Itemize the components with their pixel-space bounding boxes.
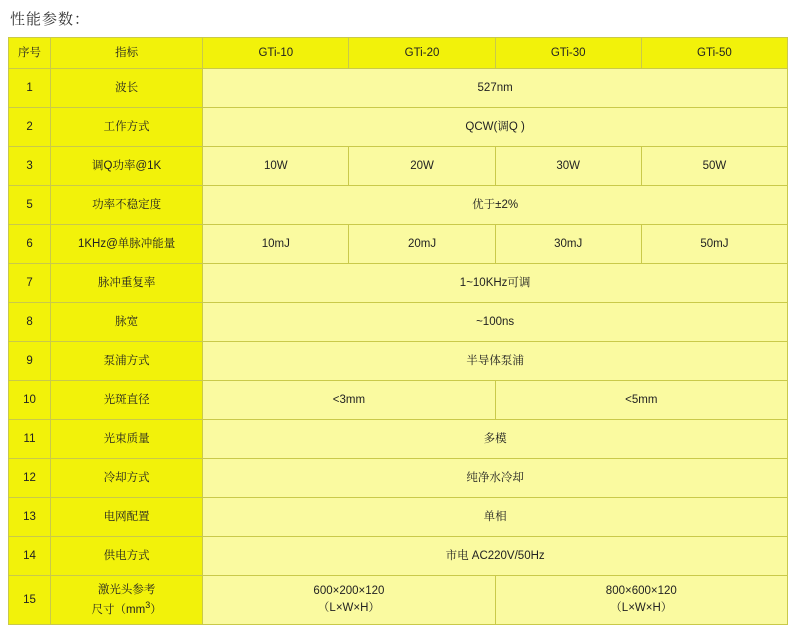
row-number: 3 <box>9 147 51 186</box>
specifications-table <box>8 37 788 625</box>
row-item-label: 光斑直径 <box>51 381 203 420</box>
header-cell-gti20: GTi-20 <box>349 38 495 69</box>
row-value-cell: 1~10KHz可调 <box>203 264 788 303</box>
header-cell-item: 指标 <box>51 38 203 69</box>
row-value-cell: 20W <box>349 147 495 186</box>
table-row <box>9 381 788 420</box>
row-number: 10 <box>9 381 51 420</box>
header-cell-gti50: GTi-50 <box>641 38 787 69</box>
row-item-label: 调Q功率@1K <box>51 147 203 186</box>
row-value-cell: 30mJ <box>495 225 641 264</box>
table-row <box>9 303 788 342</box>
row-value-cell: 优于±2% <box>203 186 788 225</box>
table-row <box>9 264 788 303</box>
row-item-label: 冷却方式 <box>51 459 203 498</box>
row-value-cell: ~100ns <box>203 303 788 342</box>
row-item-label-line2 <box>51 599 202 619</box>
row-item-label: 电网配置 <box>51 498 203 537</box>
table-row <box>9 147 788 186</box>
row-value-cell: <5mm <box>495 381 787 420</box>
row-number: 8 <box>9 303 51 342</box>
row-value-cell: 纯净水冷却 <box>203 459 788 498</box>
row-value-cell: <3mm <box>203 381 495 420</box>
page-title: 性能参数： <box>10 11 91 28</box>
table-header <box>9 38 788 69</box>
row-value-line1: 600×200×120 <box>313 585 385 598</box>
row-number: 14 <box>9 537 51 576</box>
row-item-label-line2-pre: 尺寸（mm <box>91 603 146 616</box>
row-item-label: 泵浦方式 <box>51 342 203 381</box>
row-value-cell: 30W <box>495 147 641 186</box>
table-row <box>9 537 788 576</box>
row-number: 5 <box>9 186 51 225</box>
row-item-label-line2-sup: 3 <box>145 599 151 610</box>
table-row <box>9 498 788 537</box>
row-item-label: 波长 <box>51 69 203 108</box>
row-value-cell: 527nm <box>203 69 788 108</box>
row-item-label: 工作方式 <box>51 108 203 147</box>
row-number: 1 <box>9 69 51 108</box>
row-value-line2: （L×W×H） <box>317 602 380 614</box>
row-value-cell: 20mJ <box>349 225 495 264</box>
row-value-line2: （L×W×H） <box>610 602 673 614</box>
row-number: 2 <box>9 108 51 147</box>
table-row <box>9 576 788 625</box>
row-value-cell: 50mJ <box>641 225 787 264</box>
row-number: 15 <box>9 576 51 625</box>
row-value-cell: 半导体泵浦 <box>203 342 788 381</box>
row-item-label: 功率不稳定度 <box>51 186 203 225</box>
table-body <box>9 69 788 625</box>
row-item-label: 供电方式 <box>51 537 203 576</box>
table-row <box>9 459 788 498</box>
row-item-label-line2-post: ） <box>150 603 162 616</box>
row-value-cell: 10mJ <box>203 225 349 264</box>
table-row <box>9 186 788 225</box>
table-row <box>9 420 788 459</box>
table-row <box>9 108 788 147</box>
row-item-label: 脉冲重复率 <box>51 264 203 303</box>
row-item-label: 脉宽 <box>51 303 203 342</box>
row-item-label: 1KHz@单脉冲能量 <box>51 225 203 264</box>
header-cell-gti30: GTi-30 <box>495 38 641 69</box>
header-cell-gti10: GTi-10 <box>203 38 349 69</box>
row-value-cell: 单相 <box>203 498 788 537</box>
table-row <box>9 342 788 381</box>
row-item-label <box>51 576 203 625</box>
row-number: 9 <box>9 342 51 381</box>
row-value-cell <box>495 576 787 625</box>
row-value-cell: QCW(调Q ) <box>203 108 788 147</box>
row-number: 6 <box>9 225 51 264</box>
table-row <box>9 225 788 264</box>
row-number: 7 <box>9 264 51 303</box>
row-value-cell: 多模 <box>203 420 788 459</box>
row-number: 12 <box>9 459 51 498</box>
row-value-cell: 50W <box>641 147 787 186</box>
row-item-label-line1: 激光头参考 <box>97 583 156 596</box>
row-number: 13 <box>9 498 51 537</box>
table-header-row <box>9 38 788 69</box>
table-row <box>9 69 788 108</box>
header-cell-no: 序号 <box>9 38 51 69</box>
row-value-line1: 800×600×120 <box>605 585 677 598</box>
row-number: 11 <box>9 420 51 459</box>
row-value-cell <box>203 576 495 625</box>
row-item-label: 光束质量 <box>51 420 203 459</box>
row-value-cell: 10W <box>203 147 349 186</box>
row-value-cell: 市电 AC220V/50Hz <box>203 537 788 576</box>
